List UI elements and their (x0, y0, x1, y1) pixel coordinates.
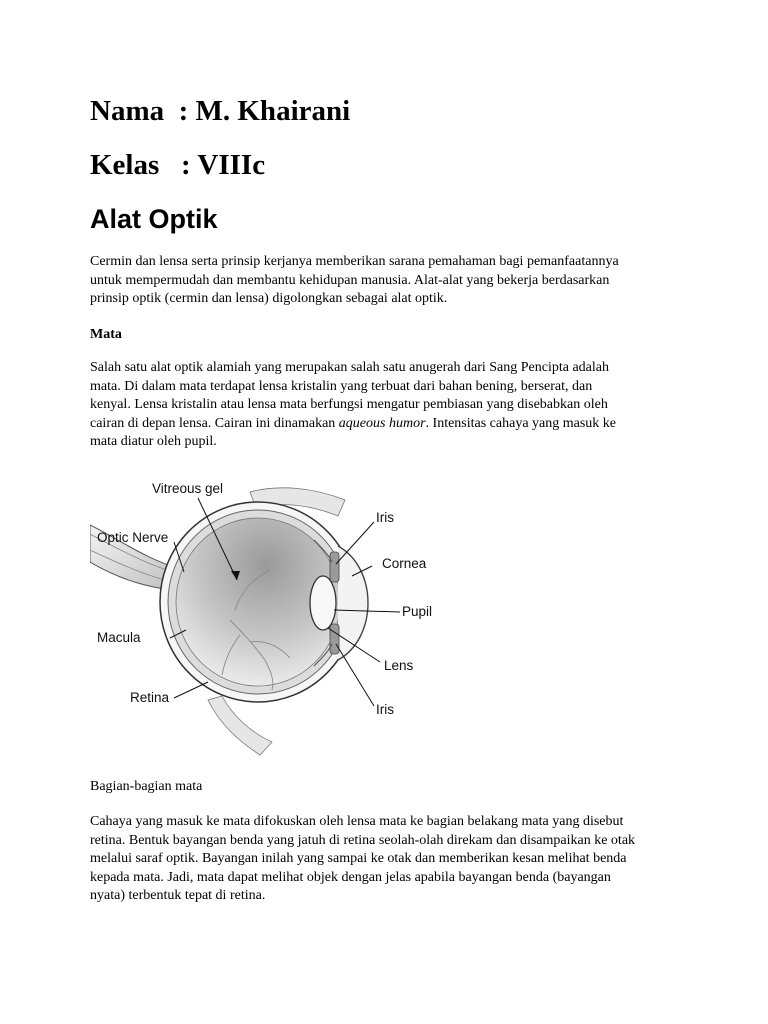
paragraph-line: prinsip optik (cermin dan lensa) digolongkan sebagai alat optik. (90, 291, 448, 306)
label-vitreous-gel: Vitreous gel (152, 481, 224, 496)
figure-caption: Bagian-bagian mata (90, 779, 203, 794)
paragraph-line: Cermin dan lensa serta prinsip kerjanya memberikan sarana pemahaman bagi pemanfaatannya (90, 254, 619, 269)
label-optic-nerve: Optic Nerve (97, 530, 169, 545)
cornea-shape (338, 546, 368, 660)
paragraph-line: Salah satu alat optik alamiah yang merupakan salah satu anugerah dari Sang Pencipta adalah (90, 360, 609, 375)
paragraph-line: melalui saraf optik. Bayangan inilah yang sampai ke otak dan memberikan kesan melihat benda (90, 851, 627, 866)
label-cornea: Cornea (382, 556, 427, 571)
paragraph-line: mata diatur oleh pupil. (90, 434, 217, 449)
section-heading-mata: Mata (90, 327, 122, 342)
lens-shape (310, 576, 336, 630)
student-class-line: Kelas : VIIIc (90, 149, 266, 181)
paragraph-text: . Intensitas cahaya yang masuk ke (425, 415, 617, 431)
closing-paragraph (90, 813, 690, 906)
mata-paragraph (90, 359, 690, 452)
muscle-bottom-shape (208, 696, 272, 755)
label-iris-top: Iris (376, 510, 394, 525)
paragraph-line: retina. Bentuk bayangan benda yang jatuh di retina seolah-olah direkam dan disampaikan ke otak (90, 832, 636, 848)
label-iris-bottom: Iris (376, 702, 394, 717)
eye-diagram (90, 470, 440, 760)
label-lens: Lens (384, 658, 414, 673)
label-retina: Retina (130, 690, 170, 705)
student-name-line: Nama : M. Khairani (90, 95, 351, 127)
paragraph-line (90, 415, 690, 434)
paragraph-line: mata. Di dalam mata terdapat lensa kristalin yang terbuat dari bahan bening, berserat, dan (90, 378, 593, 394)
eye-diagram-svg (90, 470, 440, 760)
paragraph-line: nyata) terbentuk tepat di retina. (90, 888, 266, 903)
aqueous-humor-term: aqueous humor (338, 415, 426, 431)
paragraph-line: kenyal. Lensa kristalin atau lensa mata berfungsi mengatur pembiasan yang disebabkan oleh (90, 397, 608, 412)
iris-lower-shape (330, 624, 339, 654)
paragraph-line: kepada mata. Jadi, mata dapat melihat objek dengan jelas apabila bayangan benda (bayangan (90, 869, 611, 885)
iris-upper-shape (330, 552, 339, 582)
intro-paragraph (90, 253, 690, 309)
paragraph-text: cairan di depan lensa. Cairan ini dinamakan (90, 415, 339, 431)
paragraph-line: untuk mempermudah dan membantu kehidupan manusia. Alat-alat yang bekerja berdasarkan (90, 272, 610, 288)
label-macula: Macula (97, 630, 141, 645)
label-pupil: Pupil (402, 604, 433, 619)
paragraph-line: Cahaya yang masuk ke mata difokuskan oleh lensa mata ke bagian belakang mata yang disebut (90, 814, 624, 829)
document-title: Alat Optik (90, 204, 218, 234)
